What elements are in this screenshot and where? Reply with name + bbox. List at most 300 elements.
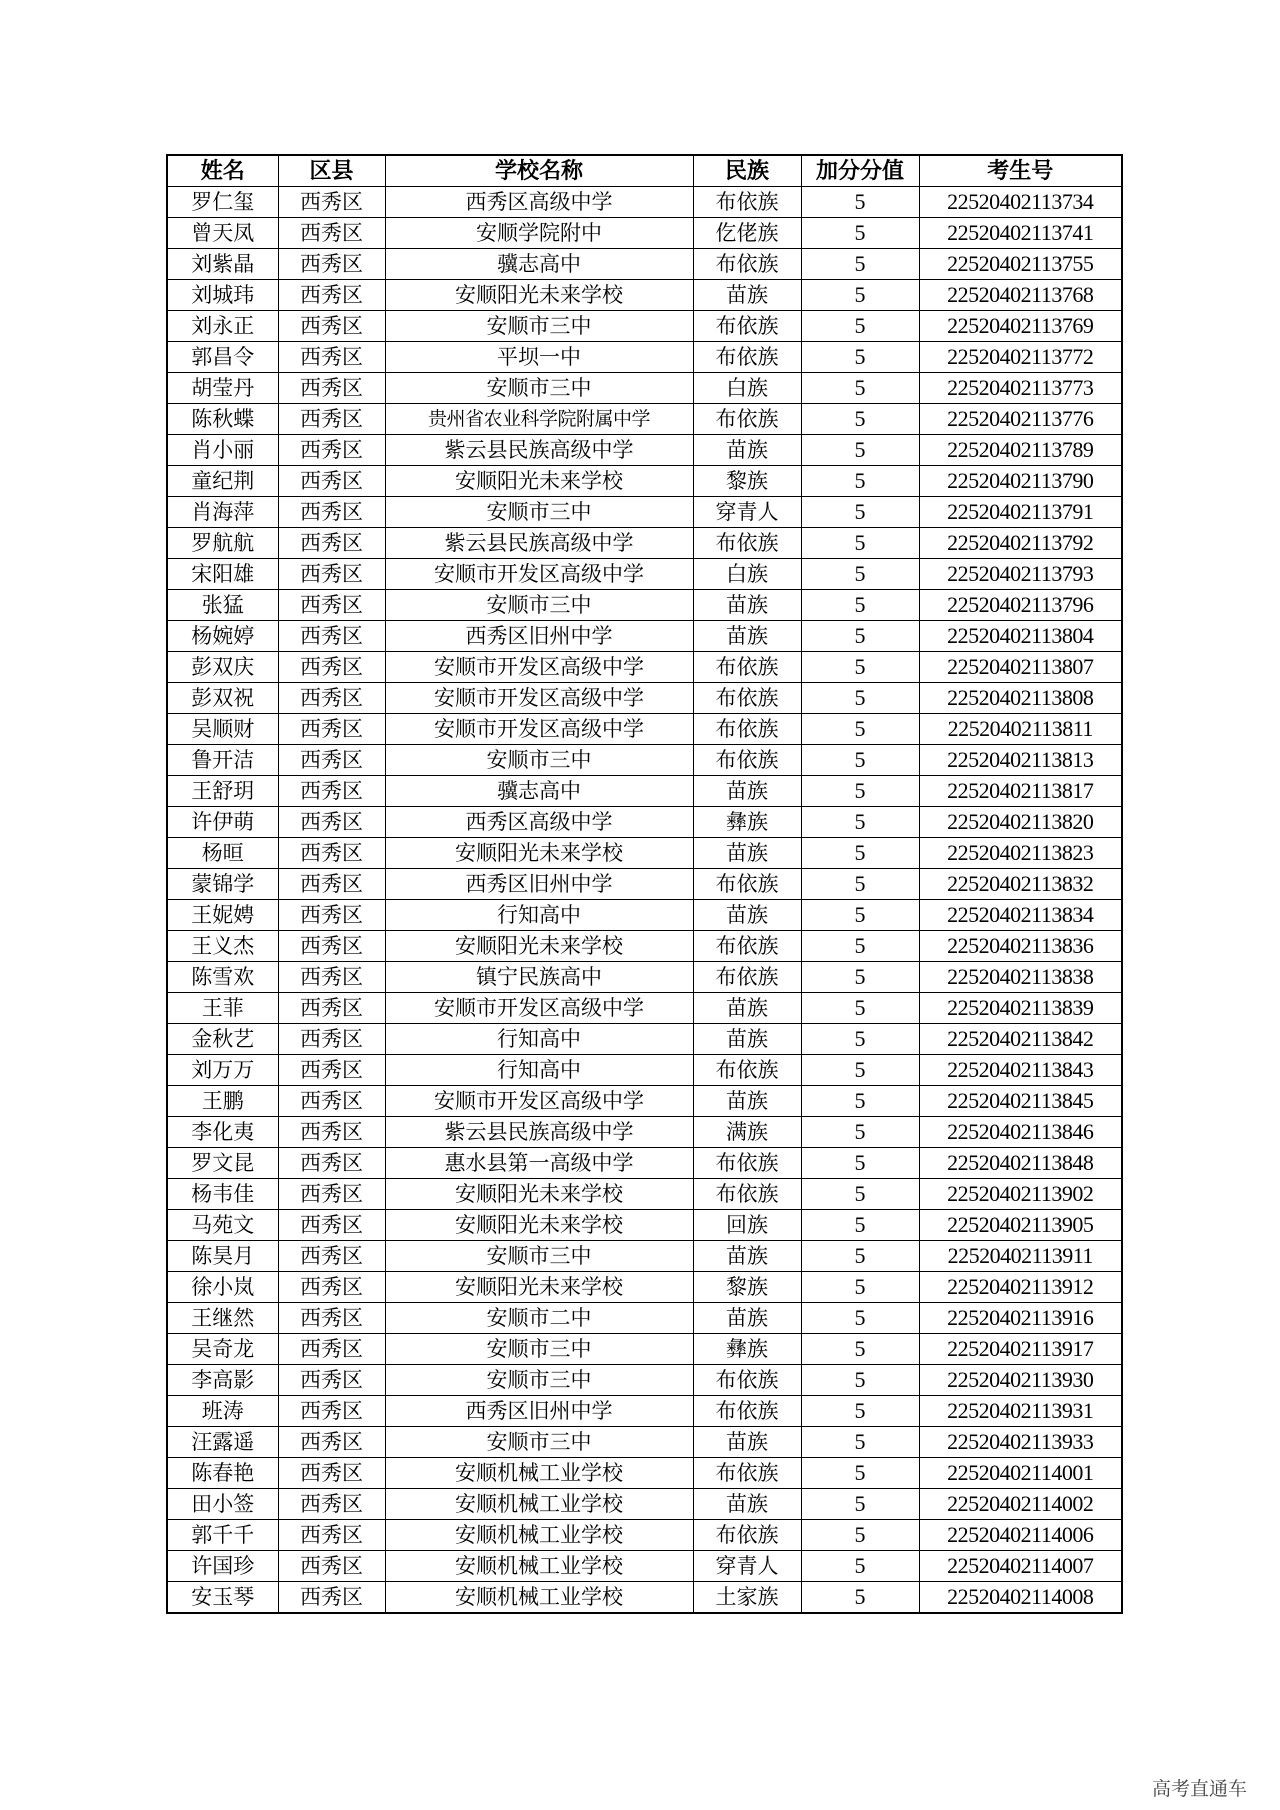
name-cell: 刘万万 bbox=[167, 1055, 278, 1086]
exam-id-cell: 22520402113790 bbox=[919, 466, 1122, 497]
district-cell: 西秀区 bbox=[278, 683, 385, 714]
bonus-points-cell: 5 bbox=[801, 1303, 919, 1334]
exam-id-cell: 22520402113848 bbox=[919, 1148, 1122, 1179]
bonus-points-cell: 5 bbox=[801, 218, 919, 249]
table-row bbox=[167, 1241, 1122, 1272]
district-cell: 西秀区 bbox=[278, 497, 385, 528]
ethnicity-cell: 布依族 bbox=[693, 1520, 801, 1551]
district-cell: 西秀区 bbox=[278, 590, 385, 621]
exam-id-cell: 22520402114008 bbox=[919, 1582, 1122, 1614]
name-cell: 李化夷 bbox=[167, 1117, 278, 1148]
exam-id-cell: 22520402113905 bbox=[919, 1210, 1122, 1241]
name-cell: 王义杰 bbox=[167, 931, 278, 962]
exam-id-cell: 22520402113836 bbox=[919, 931, 1122, 962]
header-name: 姓名 bbox=[167, 155, 278, 187]
school-cell: 安顺学院附中 bbox=[385, 218, 693, 249]
ethnicity-cell: 黎族 bbox=[693, 1272, 801, 1303]
school-cell: 安顺市三中 bbox=[385, 311, 693, 342]
exam-id-cell: 22520402113796 bbox=[919, 590, 1122, 621]
district-cell: 西秀区 bbox=[278, 838, 385, 869]
school-cell: 安顺市开发区高级中学 bbox=[385, 1086, 693, 1117]
exam-id-cell: 22520402113773 bbox=[919, 373, 1122, 404]
table-body bbox=[167, 187, 1122, 1614]
district-cell: 西秀区 bbox=[278, 1334, 385, 1365]
ethnicity-cell: 黎族 bbox=[693, 466, 801, 497]
district-cell: 西秀区 bbox=[278, 218, 385, 249]
bonus-points-cell: 5 bbox=[801, 404, 919, 435]
district-cell: 西秀区 bbox=[278, 1551, 385, 1582]
bonus-points-cell: 5 bbox=[801, 1117, 919, 1148]
table-row bbox=[167, 776, 1122, 807]
name-cell: 彭双庆 bbox=[167, 652, 278, 683]
district-cell: 西秀区 bbox=[278, 342, 385, 373]
name-cell: 刘紫晶 bbox=[167, 249, 278, 280]
exam-id-cell: 22520402113769 bbox=[919, 311, 1122, 342]
ethnicity-cell: 穿青人 bbox=[693, 1551, 801, 1582]
ethnicity-cell: 白族 bbox=[693, 559, 801, 590]
school-cell: 安顺阳光未来学校 bbox=[385, 280, 693, 311]
exam-id-cell: 22520402113832 bbox=[919, 869, 1122, 900]
table-row bbox=[167, 435, 1122, 466]
exam-id-cell: 22520402113839 bbox=[919, 993, 1122, 1024]
exam-id-cell: 22520402113776 bbox=[919, 404, 1122, 435]
school-cell: 安顺阳光未来学校 bbox=[385, 1210, 693, 1241]
ethnicity-cell: 苗族 bbox=[693, 1489, 801, 1520]
ethnicity-cell: 苗族 bbox=[693, 993, 801, 1024]
table-row bbox=[167, 311, 1122, 342]
school-cell: 安顺机械工业学校 bbox=[385, 1582, 693, 1614]
name-cell: 童纪荆 bbox=[167, 466, 278, 497]
name-cell: 王继然 bbox=[167, 1303, 278, 1334]
ethnicity-cell: 布依族 bbox=[693, 652, 801, 683]
school-cell: 行知高中 bbox=[385, 1055, 693, 1086]
bonus-points-cell: 5 bbox=[801, 621, 919, 652]
name-cell: 肖小丽 bbox=[167, 435, 278, 466]
district-cell: 西秀区 bbox=[278, 807, 385, 838]
ethnicity-cell: 布依族 bbox=[693, 1055, 801, 1086]
school-cell: 安顺阳光未来学校 bbox=[385, 1179, 693, 1210]
ethnicity-cell: 满族 bbox=[693, 1117, 801, 1148]
name-cell: 宋阳雄 bbox=[167, 559, 278, 590]
table-row bbox=[167, 373, 1122, 404]
ethnicity-cell: 布依族 bbox=[693, 528, 801, 559]
table-row bbox=[167, 497, 1122, 528]
ethnicity-cell: 苗族 bbox=[693, 1427, 801, 1458]
school-cell: 安顺市三中 bbox=[385, 590, 693, 621]
exam-id-cell: 22520402113842 bbox=[919, 1024, 1122, 1055]
district-cell: 西秀区 bbox=[278, 187, 385, 218]
header-bonus-points: 加分分值 bbox=[801, 155, 919, 187]
exam-id-cell: 22520402113930 bbox=[919, 1365, 1122, 1396]
district-cell: 西秀区 bbox=[278, 1365, 385, 1396]
school-cell: 安顺市开发区高级中学 bbox=[385, 559, 693, 590]
ethnicity-cell: 布依族 bbox=[693, 404, 801, 435]
exam-id-cell: 22520402113793 bbox=[919, 559, 1122, 590]
name-cell: 罗航航 bbox=[167, 528, 278, 559]
ethnicity-cell: 布依族 bbox=[693, 311, 801, 342]
table-row bbox=[167, 559, 1122, 590]
school-cell: 西秀区旧州中学 bbox=[385, 621, 693, 652]
bonus-points-cell: 5 bbox=[801, 466, 919, 497]
bonus-points-cell: 5 bbox=[801, 931, 919, 962]
ethnicity-cell: 苗族 bbox=[693, 900, 801, 931]
bonus-points-cell: 5 bbox=[801, 249, 919, 280]
table-row bbox=[167, 1396, 1122, 1427]
header-ethnicity: 民族 bbox=[693, 155, 801, 187]
name-cell: 许伊萌 bbox=[167, 807, 278, 838]
ethnicity-cell: 布依族 bbox=[693, 714, 801, 745]
bonus-points-cell: 5 bbox=[801, 807, 919, 838]
name-cell: 王妮娉 bbox=[167, 900, 278, 931]
school-cell: 紫云县民族高级中学 bbox=[385, 435, 693, 466]
exam-id-cell: 22520402113846 bbox=[919, 1117, 1122, 1148]
name-cell: 汪露遥 bbox=[167, 1427, 278, 1458]
bonus-points-cell: 5 bbox=[801, 311, 919, 342]
ethnicity-cell: 苗族 bbox=[693, 1086, 801, 1117]
bonus-points-cell: 5 bbox=[801, 683, 919, 714]
school-cell: 安顺市三中 bbox=[385, 1365, 693, 1396]
school-cell: 安顺机械工业学校 bbox=[385, 1551, 693, 1582]
footer-watermark: 高考直通车 bbox=[1152, 1778, 1248, 1800]
table-row bbox=[167, 249, 1122, 280]
exam-id-cell: 22520402114007 bbox=[919, 1551, 1122, 1582]
ethnicity-cell: 苗族 bbox=[693, 621, 801, 652]
name-cell: 曾天凤 bbox=[167, 218, 278, 249]
bonus-points-cell: 5 bbox=[801, 1334, 919, 1365]
exam-id-cell: 22520402113912 bbox=[919, 1272, 1122, 1303]
ethnicity-cell: 布依族 bbox=[693, 187, 801, 218]
name-cell: 彭双祝 bbox=[167, 683, 278, 714]
school-cell: 平坝一中 bbox=[385, 342, 693, 373]
bonus-points-cell: 5 bbox=[801, 497, 919, 528]
bonus-points-cell: 5 bbox=[801, 1241, 919, 1272]
name-cell: 肖海萍 bbox=[167, 497, 278, 528]
table-row bbox=[167, 187, 1122, 218]
district-cell: 西秀区 bbox=[278, 373, 385, 404]
school-cell: 安顺阳光未来学校 bbox=[385, 1272, 693, 1303]
bonus-points-cell: 5 bbox=[801, 1551, 919, 1582]
school-cell: 行知高中 bbox=[385, 900, 693, 931]
table-row bbox=[167, 900, 1122, 931]
district-cell: 西秀区 bbox=[278, 466, 385, 497]
exam-id-cell: 22520402113933 bbox=[919, 1427, 1122, 1458]
school-cell: 安顺市开发区高级中学 bbox=[385, 993, 693, 1024]
ethnicity-cell: 布依族 bbox=[693, 745, 801, 776]
exam-id-cell: 22520402113838 bbox=[919, 962, 1122, 993]
school-cell: 安顺市三中 bbox=[385, 497, 693, 528]
exam-id-cell: 22520402113807 bbox=[919, 652, 1122, 683]
name-cell: 吴奇龙 bbox=[167, 1334, 278, 1365]
school-cell: 紫云县民族高级中学 bbox=[385, 528, 693, 559]
name-cell: 罗文昆 bbox=[167, 1148, 278, 1179]
name-cell: 吴顺财 bbox=[167, 714, 278, 745]
exam-id-cell: 22520402113902 bbox=[919, 1179, 1122, 1210]
school-cell: 安顺机械工业学校 bbox=[385, 1520, 693, 1551]
exam-id-cell: 22520402113791 bbox=[919, 497, 1122, 528]
ethnicity-cell: 土家族 bbox=[693, 1582, 801, 1614]
school-cell: 安顺阳光未来学校 bbox=[385, 931, 693, 962]
bonus-points-cell: 5 bbox=[801, 187, 919, 218]
ethnicity-cell: 回族 bbox=[693, 1210, 801, 1241]
district-cell: 西秀区 bbox=[278, 1303, 385, 1334]
name-cell: 王菲 bbox=[167, 993, 278, 1024]
district-cell: 西秀区 bbox=[278, 745, 385, 776]
ethnicity-cell: 苗族 bbox=[693, 1024, 801, 1055]
school-cell: 安顺机械工业学校 bbox=[385, 1458, 693, 1489]
ethnicity-cell: 苗族 bbox=[693, 838, 801, 869]
district-cell: 西秀区 bbox=[278, 1024, 385, 1055]
district-cell: 西秀区 bbox=[278, 249, 385, 280]
bonus-points-cell: 5 bbox=[801, 1055, 919, 1086]
district-cell: 西秀区 bbox=[278, 652, 385, 683]
name-cell: 班涛 bbox=[167, 1396, 278, 1427]
name-cell: 王鹏 bbox=[167, 1086, 278, 1117]
bonus-points-cell: 5 bbox=[801, 993, 919, 1024]
bonus-points-cell: 5 bbox=[801, 1458, 919, 1489]
district-cell: 西秀区 bbox=[278, 1210, 385, 1241]
exam-id-cell: 22520402114002 bbox=[919, 1489, 1122, 1520]
table-row bbox=[167, 1458, 1122, 1489]
exam-id-cell: 22520402113808 bbox=[919, 683, 1122, 714]
bonus-points-cell: 5 bbox=[801, 1427, 919, 1458]
district-cell: 西秀区 bbox=[278, 311, 385, 342]
school-cell: 骥志高中 bbox=[385, 249, 693, 280]
district-cell: 西秀区 bbox=[278, 1520, 385, 1551]
exam-id-cell: 22520402113917 bbox=[919, 1334, 1122, 1365]
district-cell: 西秀区 bbox=[278, 1241, 385, 1272]
name-cell: 马苑文 bbox=[167, 1210, 278, 1241]
district-cell: 西秀区 bbox=[278, 714, 385, 745]
bonus-points-cell: 5 bbox=[801, 559, 919, 590]
table-row bbox=[167, 342, 1122, 373]
school-cell: 骥志高中 bbox=[385, 776, 693, 807]
table-row bbox=[167, 1489, 1122, 1520]
bonus-points-cell: 5 bbox=[801, 590, 919, 621]
school-cell: 安顺市开发区高级中学 bbox=[385, 652, 693, 683]
name-cell: 陈秋蝶 bbox=[167, 404, 278, 435]
ethnicity-cell: 布依族 bbox=[693, 249, 801, 280]
ethnicity-cell: 白族 bbox=[693, 373, 801, 404]
exam-id-cell: 22520402113843 bbox=[919, 1055, 1122, 1086]
table-row bbox=[167, 962, 1122, 993]
exam-id-cell: 22520402113789 bbox=[919, 435, 1122, 466]
table-row bbox=[167, 714, 1122, 745]
school-cell: 镇宁民族高中 bbox=[385, 962, 693, 993]
exam-id-cell: 22520402113734 bbox=[919, 187, 1122, 218]
ethnicity-cell: 仡佬族 bbox=[693, 218, 801, 249]
ethnicity-cell: 苗族 bbox=[693, 435, 801, 466]
district-cell: 西秀区 bbox=[278, 1582, 385, 1614]
name-cell: 胡莹丹 bbox=[167, 373, 278, 404]
ethnicity-cell: 布依族 bbox=[693, 1179, 801, 1210]
district-cell: 西秀区 bbox=[278, 1179, 385, 1210]
table-row bbox=[167, 1024, 1122, 1055]
bonus-points-cell: 5 bbox=[801, 280, 919, 311]
name-cell: 安玉琴 bbox=[167, 1582, 278, 1614]
name-cell: 杨婉婷 bbox=[167, 621, 278, 652]
bonus-points-cell: 5 bbox=[801, 1396, 919, 1427]
bonus-points-cell: 5 bbox=[801, 373, 919, 404]
school-cell: 西秀区高级中学 bbox=[385, 187, 693, 218]
exam-id-cell: 22520402113811 bbox=[919, 714, 1122, 745]
name-cell: 李高影 bbox=[167, 1365, 278, 1396]
table-row bbox=[167, 280, 1122, 311]
bonus-points-cell: 5 bbox=[801, 900, 919, 931]
school-cell: 安顺市二中 bbox=[385, 1303, 693, 1334]
bonus-points-cell: 5 bbox=[801, 838, 919, 869]
name-cell: 金秋艺 bbox=[167, 1024, 278, 1055]
name-cell: 王舒玥 bbox=[167, 776, 278, 807]
district-cell: 西秀区 bbox=[278, 1489, 385, 1520]
district-cell: 西秀区 bbox=[278, 962, 385, 993]
school-cell: 安顺阳光未来学校 bbox=[385, 466, 693, 497]
table-row bbox=[167, 218, 1122, 249]
table-row bbox=[167, 1520, 1122, 1551]
table-row bbox=[167, 1179, 1122, 1210]
school-cell: 安顺市三中 bbox=[385, 1334, 693, 1365]
ethnicity-cell: 布依族 bbox=[693, 1396, 801, 1427]
ethnicity-cell: 穿青人 bbox=[693, 497, 801, 528]
table-row bbox=[167, 869, 1122, 900]
school-cell: 安顺市三中 bbox=[385, 1427, 693, 1458]
district-cell: 西秀区 bbox=[278, 869, 385, 900]
district-cell: 西秀区 bbox=[278, 559, 385, 590]
name-cell: 郭昌令 bbox=[167, 342, 278, 373]
name-cell: 刘城玮 bbox=[167, 280, 278, 311]
name-cell: 鲁开洁 bbox=[167, 745, 278, 776]
school-cell: 安顺机械工业学校 bbox=[385, 1489, 693, 1520]
header-exam-id: 考生号 bbox=[919, 155, 1122, 187]
school-cell: 安顺市开发区高级中学 bbox=[385, 683, 693, 714]
name-cell: 张猛 bbox=[167, 590, 278, 621]
district-cell: 西秀区 bbox=[278, 1272, 385, 1303]
ethnicity-cell: 苗族 bbox=[693, 776, 801, 807]
bonus-points-cell: 5 bbox=[801, 714, 919, 745]
header-district: 区县 bbox=[278, 155, 385, 187]
table-row bbox=[167, 404, 1122, 435]
exam-id-cell: 22520402113845 bbox=[919, 1086, 1122, 1117]
table-row bbox=[167, 745, 1122, 776]
name-cell: 杨晅 bbox=[167, 838, 278, 869]
district-cell: 西秀区 bbox=[278, 1148, 385, 1179]
district-cell: 西秀区 bbox=[278, 900, 385, 931]
bonus-points-cell: 5 bbox=[801, 776, 919, 807]
name-cell: 罗仁玺 bbox=[167, 187, 278, 218]
school-cell: 安顺市三中 bbox=[385, 373, 693, 404]
exam-id-cell: 22520402114006 bbox=[919, 1520, 1122, 1551]
table-row bbox=[167, 1210, 1122, 1241]
table-row bbox=[167, 1551, 1122, 1582]
table-header-row bbox=[167, 155, 1122, 187]
school-cell: 惠水县第一高级中学 bbox=[385, 1148, 693, 1179]
table-row bbox=[167, 1272, 1122, 1303]
table-row bbox=[167, 621, 1122, 652]
school-cell: 紫云县民族高级中学 bbox=[385, 1117, 693, 1148]
ethnicity-cell: 布依族 bbox=[693, 1365, 801, 1396]
table-row bbox=[167, 1365, 1122, 1396]
exam-id-cell: 22520402113834 bbox=[919, 900, 1122, 931]
bonus-points-cell: 5 bbox=[801, 869, 919, 900]
ethnicity-cell: 苗族 bbox=[693, 1241, 801, 1272]
ethnicity-cell: 苗族 bbox=[693, 1303, 801, 1334]
name-cell: 田小签 bbox=[167, 1489, 278, 1520]
ethnicity-cell: 布依族 bbox=[693, 1148, 801, 1179]
bonus-points-cell: 5 bbox=[801, 1520, 919, 1551]
table-row bbox=[167, 528, 1122, 559]
bonus-points-cell: 5 bbox=[801, 652, 919, 683]
table-row bbox=[167, 1086, 1122, 1117]
exam-id-cell: 22520402113741 bbox=[919, 218, 1122, 249]
ethnicity-cell: 布依族 bbox=[693, 931, 801, 962]
name-cell: 杨韦佳 bbox=[167, 1179, 278, 1210]
header-school: 学校名称 bbox=[385, 155, 693, 187]
exam-id-cell: 22520402113755 bbox=[919, 249, 1122, 280]
name-cell: 郭千千 bbox=[167, 1520, 278, 1551]
bonus-points-cell: 5 bbox=[801, 1179, 919, 1210]
table-row bbox=[167, 683, 1122, 714]
bonus-points-cell: 5 bbox=[801, 1086, 919, 1117]
table-row bbox=[167, 652, 1122, 683]
exam-id-cell: 22520402113772 bbox=[919, 342, 1122, 373]
district-cell: 西秀区 bbox=[278, 621, 385, 652]
school-cell: 安顺市开发区高级中学 bbox=[385, 714, 693, 745]
bonus-points-cell: 5 bbox=[801, 435, 919, 466]
exam-id-cell: 22520402113768 bbox=[919, 280, 1122, 311]
school-cell: 安顺市三中 bbox=[385, 1241, 693, 1272]
district-cell: 西秀区 bbox=[278, 280, 385, 311]
bonus-points-cell: 5 bbox=[801, 1489, 919, 1520]
name-cell: 蒙锦学 bbox=[167, 869, 278, 900]
ethnicity-cell: 苗族 bbox=[693, 590, 801, 621]
exam-id-cell: 22520402114001 bbox=[919, 1458, 1122, 1489]
district-cell: 西秀区 bbox=[278, 931, 385, 962]
exam-id-cell: 22520402113792 bbox=[919, 528, 1122, 559]
table-row bbox=[167, 1148, 1122, 1179]
table-row bbox=[167, 466, 1122, 497]
name-cell: 许国珍 bbox=[167, 1551, 278, 1582]
school-cell: 西秀区高级中学 bbox=[385, 807, 693, 838]
ethnicity-cell: 布依族 bbox=[693, 1458, 801, 1489]
school-cell: 安顺市三中 bbox=[385, 745, 693, 776]
name-cell: 陈春艳 bbox=[167, 1458, 278, 1489]
table-row bbox=[167, 1334, 1122, 1365]
exam-id-cell: 22520402113916 bbox=[919, 1303, 1122, 1334]
ethnicity-cell: 布依族 bbox=[693, 683, 801, 714]
name-cell: 陈雪欢 bbox=[167, 962, 278, 993]
district-cell: 西秀区 bbox=[278, 404, 385, 435]
district-cell: 西秀区 bbox=[278, 528, 385, 559]
district-cell: 西秀区 bbox=[278, 1086, 385, 1117]
district-cell: 西秀区 bbox=[278, 1396, 385, 1427]
ethnicity-cell: 布依族 bbox=[693, 869, 801, 900]
district-cell: 西秀区 bbox=[278, 435, 385, 466]
table-row bbox=[167, 807, 1122, 838]
exam-id-cell: 22520402113823 bbox=[919, 838, 1122, 869]
bonus-points-cell: 5 bbox=[801, 1024, 919, 1055]
bonus-points-cell: 5 bbox=[801, 962, 919, 993]
school-cell: 西秀区旧州中学 bbox=[385, 1396, 693, 1427]
exam-id-cell: 22520402113804 bbox=[919, 621, 1122, 652]
exam-id-cell: 22520402113817 bbox=[919, 776, 1122, 807]
bonus-points-cell: 5 bbox=[801, 1210, 919, 1241]
bonus-points-table bbox=[166, 154, 1123, 1614]
bonus-points-cell: 5 bbox=[801, 342, 919, 373]
district-cell: 西秀区 bbox=[278, 1117, 385, 1148]
ethnicity-cell: 布依族 bbox=[693, 962, 801, 993]
exam-id-cell: 22520402113931 bbox=[919, 1396, 1122, 1427]
ethnicity-cell: 彝族 bbox=[693, 1334, 801, 1365]
table-row bbox=[167, 1303, 1122, 1334]
